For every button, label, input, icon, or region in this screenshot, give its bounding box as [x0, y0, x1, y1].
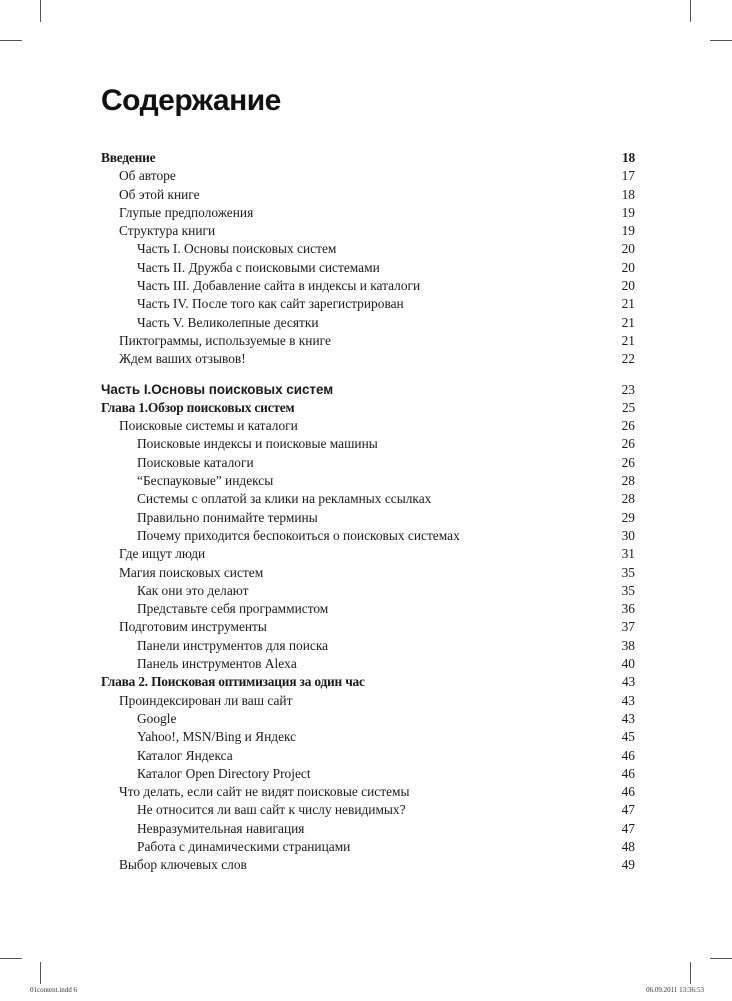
- toc-entry[interactable]: [101, 509, 635, 527]
- toc-entry-page: 25: [622, 399, 635, 415]
- toc-entry-title: Глупые предположения: [119, 204, 254, 220]
- footer-file-info: 01content.indd 6: [30, 986, 78, 994]
- toc-entry[interactable]: [101, 350, 635, 368]
- toc-entry[interactable]: [101, 655, 635, 673]
- toc-entry-title: Подготовим инструменты: [119, 619, 267, 635]
- toc-entry[interactable]: [101, 399, 635, 417]
- toc-entry-title: Часть V. Великолепные десятки: [137, 314, 319, 330]
- toc-entry-page: 17: [621, 168, 635, 184]
- toc-entry[interactable]: [101, 222, 635, 240]
- toc-entry-page: 46: [621, 784, 635, 800]
- toc-entry-title: Пиктограммы, используемые в книге: [119, 332, 331, 348]
- toc-entry[interactable]: [101, 435, 635, 453]
- crop-mark: [40, 0, 41, 22]
- toc-entry-title: Невразумительная навигация: [137, 820, 305, 836]
- toc-entry[interactable]: [101, 527, 635, 545]
- toc-entry-title: Глава 1.Обзор поисковых систем: [101, 399, 295, 415]
- toc-entry[interactable]: [101, 801, 635, 819]
- toc-entry-title: Ждем ваших отзывов!: [119, 351, 246, 367]
- toc-entry-page: 20: [621, 259, 635, 275]
- toc-entry-title: Не относится ли ваш сайт к числу невидимых?: [137, 802, 406, 818]
- toc-entry-page: 38: [621, 637, 635, 653]
- toc-entry-title: Что делать, если сайт не видят поисковые системы: [119, 784, 410, 800]
- toc-entry[interactable]: [101, 692, 635, 710]
- page-title: Содержание: [101, 84, 281, 117]
- toc-entry-page: 28: [621, 491, 635, 507]
- toc-entry[interactable]: [101, 149, 635, 167]
- toc-entry-title: Системы с оплатой за клики на рекламных ссылках: [137, 491, 432, 507]
- toc-entry-title: Каталог Яндекса: [137, 747, 233, 763]
- toc-entry-page: 47: [621, 802, 635, 818]
- toc-entry[interactable]: [101, 600, 635, 618]
- toc-entry-title: Работа с динамическими страницами: [137, 838, 351, 854]
- crop-mark: [710, 40, 732, 41]
- toc-entry-title: Часть III. Добавление сайта в индексы и каталоги: [137, 278, 421, 294]
- toc-entry[interactable]: [101, 277, 635, 295]
- crop-mark: [0, 958, 22, 959]
- toc-entry[interactable]: [101, 186, 635, 204]
- toc-entry-page: 20: [621, 278, 635, 294]
- toc-entry-page: 47: [621, 820, 635, 836]
- toc-entry[interactable]: [101, 381, 635, 399]
- toc-entry-title: Панели инструментов для поиска: [137, 637, 329, 653]
- toc-entry-title: Структура книги: [119, 223, 216, 239]
- toc-entry-title: Выбор ключевых слов: [119, 857, 247, 873]
- toc-entry-title: Каталог Open Directory Project: [137, 765, 311, 781]
- toc-entry-title: Об авторе: [119, 168, 176, 184]
- toc-entry[interactable]: [101, 618, 635, 636]
- toc-entry-title: Введение: [101, 150, 156, 165]
- toc-entry[interactable]: [101, 259, 635, 277]
- toc-entry-page: 46: [621, 765, 635, 781]
- toc-entry[interactable]: [101, 783, 635, 801]
- toc-entry-page: 26: [621, 436, 635, 452]
- toc-entry[interactable]: [101, 582, 635, 600]
- toc-entry-title: Панель инструментов Alexa: [137, 656, 297, 672]
- toc-entry[interactable]: [101, 417, 635, 435]
- toc-entry-title: Магия поисковых систем: [119, 564, 264, 580]
- toc-entry-page: 49: [621, 857, 635, 873]
- toc-entry-title: Yahoo!, MSN/Bing и Яндекс: [137, 729, 297, 745]
- toc-entry-page: 35: [621, 582, 635, 598]
- toc-entry-page: 43: [622, 674, 635, 690]
- toc-entry-page: 26: [621, 418, 635, 434]
- crop-mark: [40, 962, 41, 984]
- toc-entry[interactable]: [101, 765, 635, 783]
- toc-gap: [101, 369, 635, 381]
- toc-entry[interactable]: [101, 728, 635, 746]
- toc-entry-page: 36: [621, 601, 635, 617]
- toc-entry-title: Правильно понимайте термины: [137, 509, 318, 525]
- toc-entry-title: “Беспауковые” индексы: [137, 473, 274, 489]
- toc-entry-page: 21: [621, 314, 635, 330]
- toc-entry-page: 48: [621, 838, 635, 854]
- crop-mark: [710, 958, 732, 959]
- toc-entry[interactable]: [101, 710, 635, 728]
- toc-entry-page: 19: [621, 223, 635, 239]
- toc-entry[interactable]: [101, 856, 635, 874]
- toc-entry[interactable]: [101, 637, 635, 655]
- toc-entry-page: 43: [621, 710, 635, 726]
- toc-entry-title: Google: [137, 710, 177, 726]
- toc-entry-title: Часть I. Основы поисковых систем: [137, 241, 337, 257]
- toc-entry[interactable]: [101, 490, 635, 508]
- toc-entry-page: 31: [621, 546, 635, 562]
- toc-entry[interactable]: [101, 838, 635, 856]
- toc-entry[interactable]: [101, 314, 635, 332]
- toc-entry-title: Как они это делают: [137, 582, 249, 598]
- toc-entry[interactable]: [101, 167, 635, 185]
- toc-entry-page: 18: [621, 186, 635, 202]
- toc-entry-page: 37: [621, 619, 635, 635]
- toc-entry[interactable]: [101, 545, 635, 563]
- toc-entry-title: Поисковые индексы и поисковые машины: [137, 436, 378, 452]
- toc-entry-page: 30: [621, 527, 635, 543]
- toc-entry-page: 40: [621, 656, 635, 672]
- toc-entry-page: 46: [621, 747, 635, 763]
- toc-entry-page: 23: [621, 381, 635, 397]
- toc-entry-title: Почему приходится беспокоиться о поисковых системах: [137, 527, 460, 543]
- crop-mark: [0, 40, 22, 41]
- toc-entry-page: 21: [621, 332, 635, 348]
- toc-entry-page: 18: [622, 150, 635, 165]
- toc-entry-title: Проиндексирован ли ваш сайт: [119, 692, 293, 708]
- toc-entry[interactable]: [101, 240, 635, 258]
- toc-entry[interactable]: [101, 454, 635, 472]
- toc-entry-page: 45: [621, 729, 635, 745]
- footer-timestamp: 06.09.2011 13:36:53: [646, 986, 704, 994]
- toc-entry[interactable]: [101, 204, 635, 222]
- toc-entry-page: 19: [621, 204, 635, 220]
- toc-entry[interactable]: [101, 673, 635, 691]
- toc-entry-title: Об этой книге: [119, 186, 200, 202]
- toc-entry[interactable]: [101, 332, 635, 350]
- toc-entry-page: 43: [621, 692, 635, 708]
- crop-mark: [690, 0, 691, 22]
- toc-entry-page: 28: [621, 473, 635, 489]
- toc-entry-title: Часть IV. После того как сайт зарегистрирован: [137, 296, 404, 312]
- crop-mark: [690, 962, 691, 984]
- toc-entry[interactable]: [101, 295, 635, 313]
- toc-entry-title: Поисковые каталоги: [137, 454, 254, 470]
- toc-entry-page: 21: [621, 296, 635, 312]
- toc-entry[interactable]: [101, 564, 635, 582]
- toc-entry-title: Где ищут люди: [119, 546, 206, 562]
- toc-entry-page: 20: [621, 241, 635, 257]
- toc-entry-page: 29: [621, 509, 635, 525]
- toc-entry-page: 22: [621, 351, 635, 367]
- toc-entry[interactable]: [101, 820, 635, 838]
- toc-entry[interactable]: [101, 472, 635, 490]
- toc-entry-page: 35: [621, 564, 635, 580]
- toc-entry-title: Часть II. Дружба с поисковыми системами: [137, 259, 380, 275]
- toc-entry-page: 26: [621, 454, 635, 470]
- toc-entry-title: Часть I.Основы поисковых систем: [101, 381, 334, 397]
- toc-entry[interactable]: [101, 747, 635, 765]
- toc-entry-title: Представьте себя программистом: [137, 601, 329, 617]
- toc-entry-title: Поисковые системы и каталоги: [119, 418, 298, 434]
- toc-entry-title: Глава 2. Поисковая оптимизация за один час: [101, 674, 365, 690]
- table-of-contents: [101, 149, 635, 875]
